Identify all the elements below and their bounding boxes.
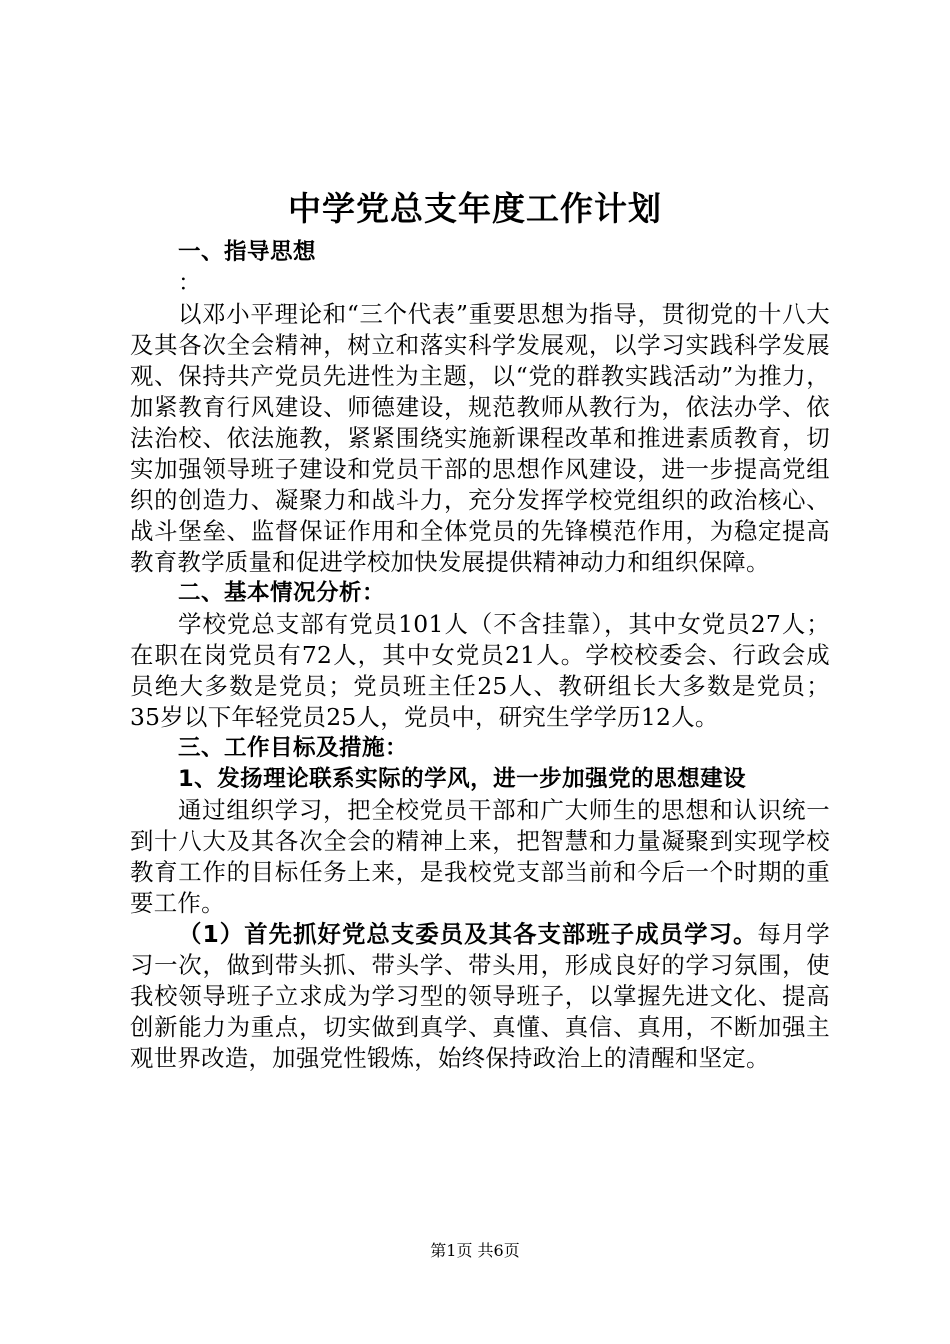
document-body <box>130 237 830 1074</box>
section-3-item-1-paragraph <box>130 919 830 1074</box>
section-1-paragraph: 以邓小平理论和“三个代表”重要思想为指导，贯彻党的十八大及其各次全会精神，树立和落实科学发展观，以学习实践科学发展观、保持共产党员先进性为主题，以“党的群教实践活动”为推力，加紧教育行风建设、师德建设，规范教师从教行为，依法办学、依法治校、依法施教，紧紧围绕实施新课程改革和推进素质教育，切实加强领导班子建设和党员干部的思想作风建设，进一步提高党组织的创造力、凝聚力和战斗力，充分发挥学校党组织的政治核心、战斗堡垒、监督保证作用和全体党员的先锋模范作用，为稳定提高教育教学质量和促进学校加快发展提供精神动力和组织保障。 <box>130 300 830 576</box>
page-footer: 第1页 共6页 <box>430 1241 520 1260</box>
section-3-item-1-text: 每月学习一次，做到带头抓、带头学、带头用，形成良好的学习氛围，使我校领导班子立求成为学习型的领导班子，以掌握先进文化、提高创新能力为重点，切实做到真学、真懂、真信、真用，不断加强主观世界改造，加强党性锻炼，始终保持政治上的清醒和坚定。 <box>130 920 830 1072</box>
section-3-item-1-lead: （1）首先抓好党总支委员及其各支部班子成员学习。 <box>178 920 758 948</box>
section-2-paragraph: 学校党总支部有党员101人（不含挂靠），其中女党员27人；在职在岗党员有72人，其中女党员21人。学校校委会、行政会成员绝大多数是党员；党员班主任25人、教研组长大多数是党员；35岁以下年轻党员25人，党员中，研究生学学历12人。 <box>130 610 830 731</box>
section-3-subheading-1: 1、发扬理论联系实际的学风，进一步加强党的思想建设 <box>178 766 747 792</box>
document-title: 中学党总支年度工作计划 <box>288 189 662 228</box>
section-3-sub-1-paragraph: 通过组织学习，把全校党员干部和广大师生的思想和认识统一到十八大及其各次全会的精神上来，把智慧和力量凝聚到实现学校教育工作的目标任务上来，是我校党支部当前和今后一个时期的重要工作。 <box>130 796 830 917</box>
section-1-colon: ： <box>178 270 201 296</box>
section-3-heading: 三、工作目标及措施： <box>178 735 409 761</box>
section-1-heading: 一、指导思想 <box>178 239 317 265</box>
section-2-heading: 二、基本情况分析： <box>178 580 386 606</box>
